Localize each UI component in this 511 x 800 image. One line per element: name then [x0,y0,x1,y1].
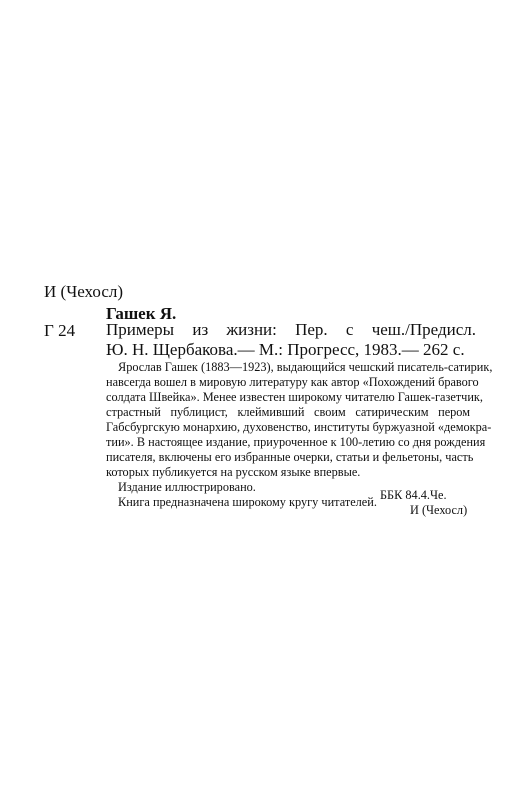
annotation-line: Издание иллюстрировано. [118,480,256,494]
annotation-line: Ярослав Гашек (1883—1923), выдающийся чешский писатель-сатирик, [118,360,493,374]
author-name: Гашек Я. [106,304,177,323]
annotation-line: писателя, включены его избранные очерки, статьи и фельетоны, часть [106,450,474,464]
annotation-line: страстный публицист, клеймивший своим сатирическим пером [106,405,470,419]
annotation-line: Габсбургскую монархию, духовенство, институты буржуазной «демокра- [106,420,492,434]
bbk-classification: И (Чехосл) [410,503,468,517]
card-code: Г 24 [44,321,76,340]
title-line: Ю. Н. Щербакова.— М.: Прогресс, 1983.— 262 с. [106,340,465,359]
annotation-line: тии». В настоящее издание, приуроченное к 100-летию со дня рождения [106,435,486,449]
classification-code: И (Чехосл) [44,282,124,301]
annotation-line: которых публикуется на русском языке впервые. [106,465,361,479]
title-block [106,320,476,360]
annotation-line: навсегда вошел в мировую литературу как автор «Похождений бравого [106,375,479,389]
annotation-line: солдата Швейка». Менее известен широкому читателю Гашек-газетчик, [106,390,483,404]
annotation-line: Книга предназначена широкому кругу читателей. [118,495,377,509]
title-line: Примеры из жизни: Пер. с чеш./Предисл. [106,320,476,339]
bbk-code: ББК 84.4.Че. [380,488,447,502]
